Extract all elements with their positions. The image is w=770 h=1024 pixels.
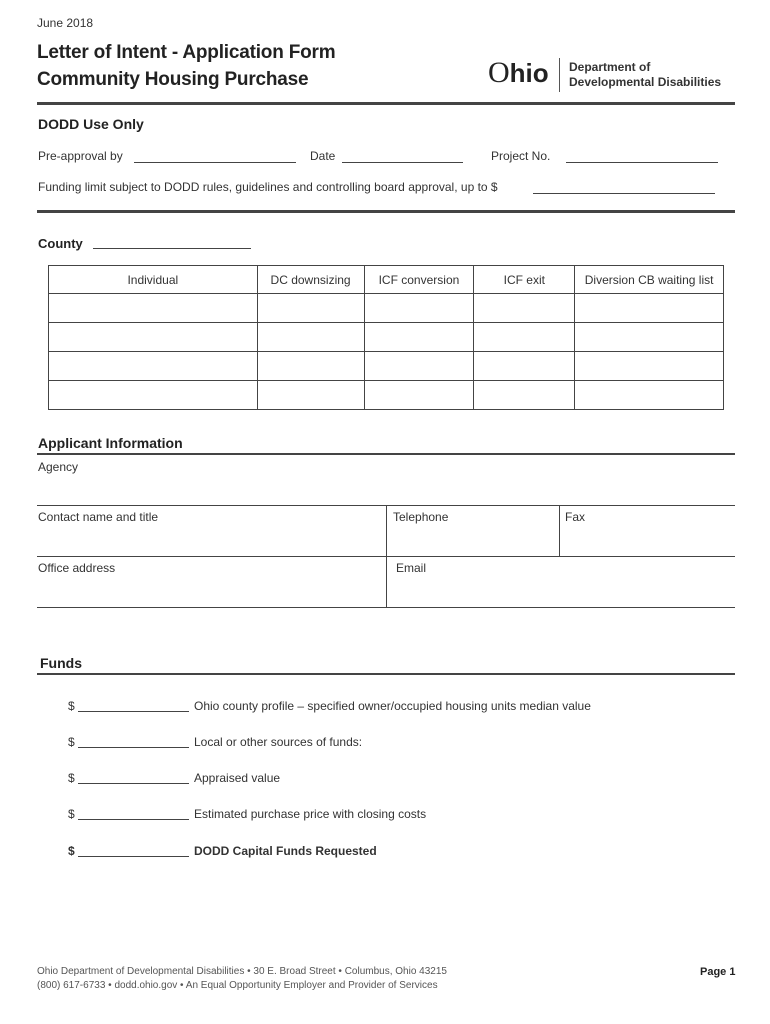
dollar-sign: $ (68, 735, 75, 749)
table-cell[interactable] (257, 323, 364, 352)
dollar-sign: $ (68, 771, 75, 785)
table-row (49, 352, 724, 381)
telephone-field[interactable] (387, 522, 559, 556)
form-subtitle: Community Housing Purchase (37, 69, 309, 90)
median-value-label: Ohio county profile – specified owner/occupied housing units median value (194, 699, 591, 713)
capital-requested-label: DODD Capital Funds Requested (194, 844, 377, 858)
table-cell[interactable] (575, 294, 724, 323)
contact-name-label: Contact name and title (38, 510, 159, 524)
fax-field[interactable] (560, 522, 735, 556)
table-header-row (49, 266, 724, 294)
table-cell[interactable] (257, 294, 364, 323)
preapproval-field[interactable] (134, 162, 296, 163)
date-label: Date (310, 149, 336, 163)
table-cell[interactable] (364, 352, 474, 381)
logo-divider (559, 58, 560, 92)
date-field[interactable] (342, 162, 463, 163)
table-row (49, 294, 724, 323)
form-title: Letter of Intent - Application Form (37, 42, 336, 63)
table-cell[interactable] (575, 352, 724, 381)
column-header-diversion-cb: Diversion CB waiting list (575, 266, 724, 294)
telephone-label: Telephone (393, 510, 449, 524)
funds-heading: Funds (40, 655, 82, 671)
agency-field[interactable] (37, 470, 735, 505)
dollar-sign: $ (68, 699, 75, 713)
table-cell[interactable] (474, 294, 575, 323)
table-cell[interactable] (49, 381, 258, 410)
project-number-label: Project No. (491, 149, 551, 163)
table-cell[interactable] (575, 323, 724, 352)
local-sources-amount-field[interactable] (78, 747, 189, 748)
funds-rule (37, 673, 735, 675)
preapproval-label: Pre-approval by (38, 149, 123, 163)
column-header-icf-conversion: ICF conversion (364, 266, 474, 294)
appraised-value-amount-field[interactable] (78, 783, 189, 784)
local-sources-label: Local or other sources of funds: (194, 735, 363, 749)
dollar-sign: $ (68, 807, 75, 821)
median-value-amount-field[interactable] (78, 711, 189, 712)
table-row (49, 381, 724, 410)
table-cell[interactable] (49, 352, 258, 381)
table-cell[interactable] (474, 323, 575, 352)
column-header-dc-downsizing: DC downsizing (257, 266, 364, 294)
county-placement-table (48, 265, 724, 410)
purchase-price-label: Estimated purchase price with closing costs (194, 807, 427, 821)
footer-contact (37, 965, 447, 993)
footer-address: Ohio Department of Developmental Disabilities • 30 E. Broad Street • Columbus, Ohio 43215 (37, 966, 447, 977)
table-cell[interactable] (474, 352, 575, 381)
purchase-price-amount-field[interactable] (78, 819, 189, 820)
email-field[interactable] (387, 573, 735, 607)
appraised-value-label: Appraised value (194, 771, 281, 785)
table-cell[interactable] (49, 294, 258, 323)
table-cell[interactable] (257, 352, 364, 381)
column-header-individual: Individual (49, 266, 258, 294)
header-rule (37, 102, 735, 105)
dollar-sign: $ (68, 844, 75, 858)
table-cell[interactable] (257, 381, 364, 410)
table-cell[interactable] (575, 381, 724, 410)
fax-label: Fax (565, 510, 586, 524)
table-cell[interactable] (364, 323, 474, 352)
dodd-use-only-heading: DODD Use Only (38, 116, 144, 132)
page-number: Page 1 (700, 966, 736, 978)
table-cell[interactable] (474, 381, 575, 410)
county-field[interactable] (93, 248, 251, 249)
funding-limit-label: Funding limit subject to DODD rules, guidelines and controlling board approval, up to $ (38, 180, 498, 194)
office-address-field[interactable] (37, 573, 386, 607)
form-date: June 2018 (37, 16, 94, 30)
table-cell[interactable] (364, 381, 474, 410)
table-cell[interactable] (364, 294, 474, 323)
office-address-label: Office address (38, 561, 116, 575)
table-cell[interactable] (49, 323, 258, 352)
applicant-rule (37, 453, 735, 455)
county-label: County (38, 236, 83, 251)
capital-requested-amount-field[interactable] (78, 856, 189, 857)
dodd-section-rule (37, 210, 735, 213)
project-number-field[interactable] (566, 162, 718, 163)
footer-phone-web: (800) 617-6733 • dodd.ohio.gov • An Equal Opportunity Employer and Provider of Services (37, 980, 438, 991)
address-row-underline (37, 607, 735, 608)
ohio-wordmark: Ohio (488, 56, 549, 89)
applicant-info-heading: Applicant Information (38, 435, 183, 451)
contact-name-field[interactable] (37, 522, 386, 556)
table-row (49, 323, 724, 352)
funding-limit-field[interactable] (533, 193, 715, 194)
agency-label: Agency (38, 460, 79, 474)
email-label: Email (396, 561, 427, 575)
column-header-icf-exit: ICF exit (474, 266, 575, 294)
logo-department-name: Department of Developmental Disabilities (569, 60, 722, 89)
